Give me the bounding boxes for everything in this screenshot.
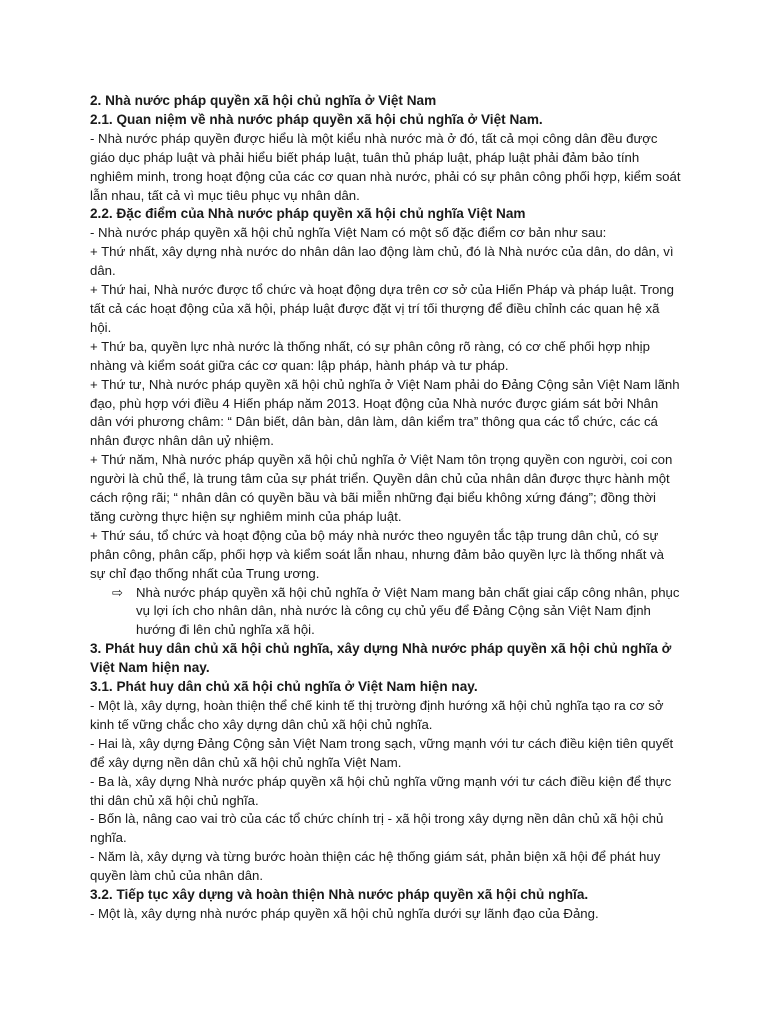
list-item: + Thứ ba, quyền lực nhà nước là thống nhất, có sự phân công rõ ràng, có cơ chế phối hợp nhịp nhàng và kiểm soát giữa các cơ quan: lập pháp, hành pháp và tư pháp. (90, 338, 650, 373)
list-item: - Năm là, xây dựng và từng bước hoàn thiện các hệ thống giám sát, phản biện xã hội để phát huy quyền làm chủ của nhân dân. (90, 849, 661, 884)
subsection-heading-2-2: 2.2. Đặc điểm của Nhà nước pháp quyền xã hội chủ nghĩa Việt Nam (90, 206, 526, 222)
arrow-right-icon: ⇨ (112, 584, 124, 600)
list-item: - Hai là, xây dựng Đảng Cộng sản Việt Nam trong sạch, vững mạnh với tư cách điều kiện tiên quyết để xây dựng nền dân chủ xã hội chủ nghĩa Việt Nam. (90, 735, 674, 770)
list-item: - Bốn là, nâng cao vai trò của các tổ chức chính trị - xã hội trong xây dựng nền dân chủ xã hội chủ nghĩa. (90, 811, 664, 846)
list-item: + Thứ hai, Nhà nước được tổ chức và hoạt động dựa trên cơ sở của Hiến Pháp và pháp luật. Trong tất cả các hoạt động của xã hội, pháp luật được đặt vị trí tối thượng để điều chỉnh các quan hệ xã hội. (90, 282, 674, 335)
subsection-heading-3-2: 3.2. Tiếp tục xây dựng và hoàn thiện Nhà nước pháp quyền xã hội chủ nghĩa. (90, 887, 589, 903)
list-item: + Thứ sáu, tổ chức và hoạt động của bộ máy nhà nước theo nguyên tắc tập trung dân chủ, có sự phân công, phân cấp, phối hợp và kiểm soát lẫn nhau, nhưng đảm bảo quyền lực là thống nhất và sự chỉ đạo thống nhất của Trung ương. (90, 527, 664, 581)
list-item: + Thứ năm, Nhà nước pháp quyền xã hội chủ nghĩa ở Việt Nam tôn trọng quyền con người, coi con người là chủ thể, là trung tâm của sự phát triển. Quyền dân chủ của nhân dân được thực hành một cách rộng rãi; “ nhân dân có quyền bầu và bãi miễn những đại biểu không xứng đáng”; đồng thời tăng cường thực hiện sự nghiêm minh của pháp luật. (90, 452, 673, 524)
list-item: - Một là, xây dựng, hoàn thiện thể chế kinh tế thị trường định hướng xã hội chủ nghĩa tạo ra cơ sở kinh tế vững chắc cho xây dựng dân chủ xã hội chủ nghĩa. (90, 698, 664, 732)
subsection-heading-3-1: 3.1. Phát huy dân chủ xã hội chủ nghĩa ở Việt Nam hiện nay. (90, 679, 478, 695)
list-item: - Một là, xây dựng nhà nước pháp quyền xã hội chủ nghĩa dưới sự lãnh đạo của Đảng. (90, 905, 599, 921)
document-page (90, 92, 682, 924)
paragraph: - Nhà nước pháp quyền được hiểu là một kiểu nhà nước mà ở đó, tất cả mọi công dân đều được giáo dục pháp luật và phải hiểu biết pháp luật, tuân thủ pháp luật, pháp luật phải đảm bảo tính nghiêm minh, trong hoạt động của các cơ quan nhà nước, phải có sự phân công phối hợp, kiểm soát lẫn nhau, tất cả vì mục tiêu phục vụ nhân dân. (90, 130, 681, 203)
arrow-list-item (90, 584, 682, 641)
paragraph: - Nhà nước pháp quyền xã hội chủ nghĩa Việt Nam có một số đặc điểm cơ bản như sau: (90, 225, 607, 241)
subsection-heading-2-1: 2.1. Quan niệm về nhà nước pháp quyền xã hội chủ nghĩa ở Việt Nam. (90, 111, 543, 127)
list-item: - Ba là, xây dựng Nhà nước pháp quyền xã hội chủ nghĩa vững mạnh với tư cách điều kiện để thực thi dân chủ xã hội chủ nghĩa. (90, 773, 672, 808)
section-heading-3: 3. Phát huy dân chủ xã hội chủ nghĩa, xây dựng Nhà nước pháp quyền xã hội chủ nghĩa ở Việt Nam hiện nay. (90, 641, 672, 676)
arrow-list-item-text: Nhà nước pháp quyền xã hội chủ nghĩa ở Việt Nam mang bản chất giai cấp công nhân, phục vụ lợi ích cho nhân dân, nhà nước là công cụ chủ yếu để Đảng Cộng sản Việt Nam định hướng đi lên chủ nghĩa xã hội. (136, 584, 680, 638)
list-item: + Thứ tư, Nhà nước pháp quyền xã hội chủ nghĩa ở Việt Nam phải do Đảng Cộng sản Việt Nam lãnh đạo, phù hợp với điều 4 Hiến pháp năm 2013. Hoạt động của Nhà nước được giám sát bởi Nhân dân với phương châm: “ Dân biết, dân bàn, dân làm, dân kiểm tra” thông qua các tổ chức, các cá nhân được nhân dân uỷ nhiệm. (90, 376, 680, 449)
list-item: + Thứ nhất, xây dựng nhà nước do nhân dân lao động làm chủ, đó là Nhà nước của dân, do dân, vì dân. (90, 244, 674, 279)
section-heading-2: 2. Nhà nước pháp quyền xã hội chủ nghĩa ở Việt Nam (90, 93, 437, 108)
